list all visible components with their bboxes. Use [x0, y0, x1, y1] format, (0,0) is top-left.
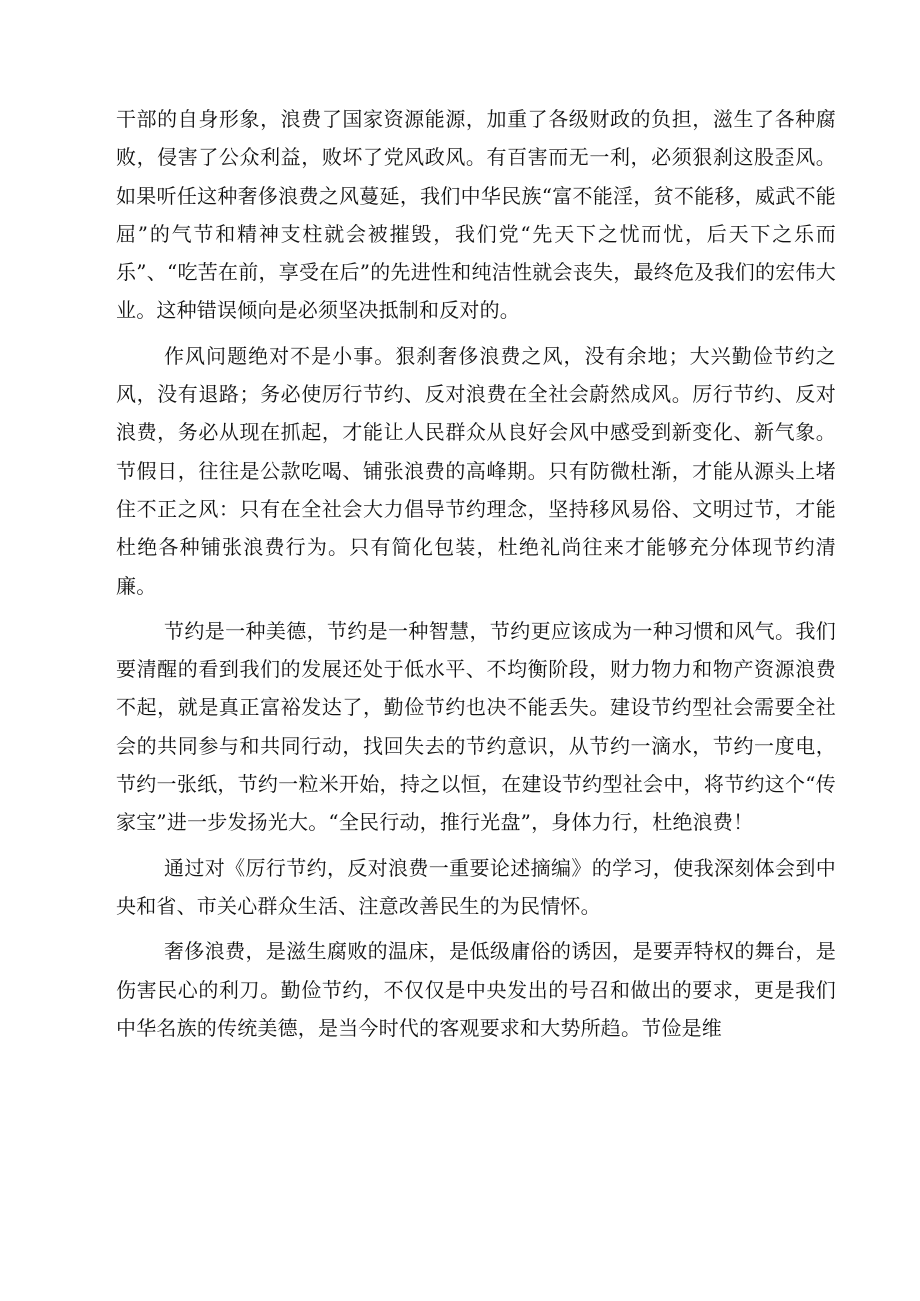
paragraph-3: 节约是一种美德，节约是一种智慧，节约更应该成为一种习惯和风气。我们要清醒的看到我们的发展还处于低水平、不均衡阶段，财力物力和物产资源浪费不起，就是真正富裕发达了，勤俭节约也决不能丢失。建设节约型社会需要全社会的共同参与和共同行动，找回失去的节约意识，从节约一滴水，节约一度电，节约一张纸，节约一粒米开始，持之以恒，在建设节约型社会中，将节约这个“传家宝”进一步发扬光大。“全民行动，推行光盘”，身体力行，杜绝浪费！ — [116, 618, 836, 835]
paragraph-1: 干部的自身形象，浪费了国家资源能源，加重了各级财政的负担，滋生了各种腐败，侵害了公众利益，败坏了党风政风。有百害而无一利，必须狠刹这股歪风。如果听任这种奢侈浪费之风蔓延，我们中华民族“富不能淫，贫不能移，威武不能屈”的气节和精神支柱就会被摧毁，我们党“先天下之忧而忧，后天下之乐而乐”、“吃苦在前，享受在后”的先进性和纯洁性就会丧失，最终危及我们的宏伟大业。这种错误倾向是必须坚决抵制和反对的。 — [116, 107, 836, 323]
paragraph-5: 奢侈浪费，是滋生腐败的温床，是低级庸俗的诱因，是要弄特权的舞台，是伤害民心的利刀。勤俭节约，不仅仅是中央发出的号召和做出的要求，更是我们中华名族的传统美德，是当今时代的客观要求和大势所趋。节俭是维 — [116, 939, 836, 1040]
paragraph-4: 通过对《厉行节约，反对浪费一重要论述摘编》的学习，使我深刻体会到中央和省、市关心群众生活、注意改善民生的为民情怀。 — [116, 855, 836, 918]
document-body — [116, 100, 836, 1054]
paragraph-2: 作风问题绝对不是小事。狠刹奢侈浪费之风，没有余地；大兴勤俭节约之风，没有退路；务必使厉行节约、反对浪费在全社会蔚然成风。厉行节约、反对浪费，务必从现在抓起，才能让人民群众从良好会风中感受到新变化、新气象。节假日，往往是公款吃喝、铺张浪费的高峰期。只有防微杜渐，才能从源头上堵住不正之风：只有在全社会大力倡导节约理念，坚持移风易俗、文明过节，才能杜绝各种铺张浪费行为。只有简化包装，杜绝礼尚往来才能够充分体现节约清廉。 — [116, 343, 836, 598]
